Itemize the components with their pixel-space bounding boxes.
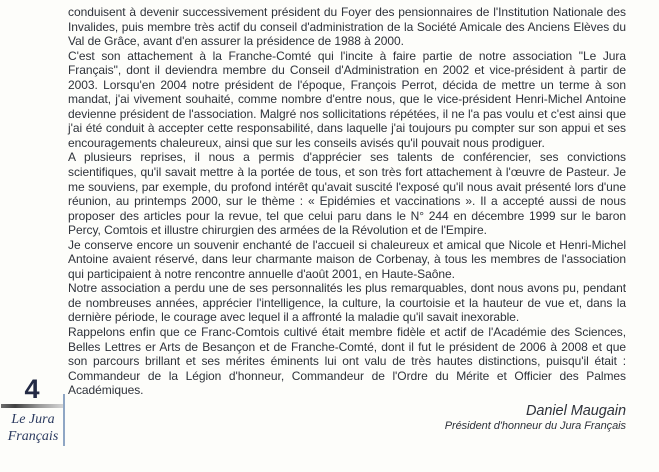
body-paragraph: C'est son attachement à la Franche-Comté qui l'incite à faire partie de notre association "Le Jura Français", dont il deviendra membre du Conseil d'Administration en 2002 et vice-président à partir de 2003. Lorsqu'en 2004 notre président de l'époque, François Perrot, décida de mettre un terme à son mandat, j'ai vivement souhaité, comme nombre d'entre nous, que le vice-président Henri-Michel Antoine devienne président de l'association. Malgré nos sollicitations répétées, il ne l'a pas voulu et c'est ainsi que j'ai été conduit à accepter cette responsabilité, dans laquelle j'ai toujours pu compter sur son appui et ses encouragements chaleureux, ainsi que sur les conseils avisés qu'il pouvait nous prodiguer. bbox=[68, 48, 626, 150]
body-paragraph: Je conserve encore un souvenir enchanté de l'accueil si chaleureux et amical que Nicole et Henri-Michel Antoine avaient réservé, dans leur charmante maison de Corbenay, à tous les membres de l'association qui participaient à notre rencontre annuelle d'août 2001, en Haute-Saône. bbox=[68, 237, 626, 281]
body-paragraph: Rappelons enfin que ce Franc-Comtois cultivé était membre fidèle et actif de l'Académie des Sciences, Belles Lettres er Arts de Besançon et de Franche-Comté, dont il fut le président de 2006 à 2008 et que son parcours brillant et ses mérites éminents lui ont valu de très hautes distinctions, puisqu'il était : Commandeur de la Légion d'honneur, Commandeur de l'Ordre du Mérite et Officier des Palmes Académiques. bbox=[68, 325, 626, 398]
journal-title bbox=[0, 412, 66, 445]
page-number: 4 bbox=[24, 374, 40, 404]
journal-title-line2: Français bbox=[7, 428, 59, 444]
body-paragraph: Notre association a perdu une de ses personnalités les plus remarquables, dont nous avons pu, pendant de nombreuses années, apprécier l'intelligence, la culture, la courtoisie et la hauteur de vue et, dans la dernière période, le courage avec lequel il a affronté la maladie qu'il savait inexorable. bbox=[68, 281, 626, 325]
signature-name: Daniel Maugain bbox=[525, 402, 626, 419]
journal-title-line1: Le Jura bbox=[11, 412, 55, 427]
signature-block bbox=[68, 403, 626, 433]
article-text bbox=[68, 5, 626, 433]
body-paragraph: conduisent à devenir successivement président du Foyer des pensionnaires de l'Institution Nationale des Invalides, puis membre très actif du conseil d'administration de la Société Amicale des Anciens Elèves du Val de Grâce, avant d'en assurer la présidence de 1988 à 2000. bbox=[68, 5, 626, 49]
footer-gradient-rule bbox=[1, 404, 65, 408]
accent-line bbox=[63, 394, 65, 446]
body-paragraph: A plusieurs reprises, il nous a permis d'apprécier ses talents de conférencier, ses convictions scientifiques, qu'il savait mettre à la portée de tous, et son très fort attachement à l'œuvre de Pasteur. Je me souviens, par exemple, du profond intérêt qu'avait suscité l'exposé qu'il nous avait présenté lors d'une réunion, au printemps 2000, sur le thème : « Epidémies et vaccinations ». Il a accepté aussi de nous proposer des articles pour la revue, tel que celui paru dans le N° 244 en décembre 1999 sur le baron Percy, Comtois et illustre chirurgien des armées de la Révolution et de l'Empire. bbox=[68, 150, 626, 238]
signature-title: Président d'honneur du Jura Français bbox=[444, 419, 626, 432]
